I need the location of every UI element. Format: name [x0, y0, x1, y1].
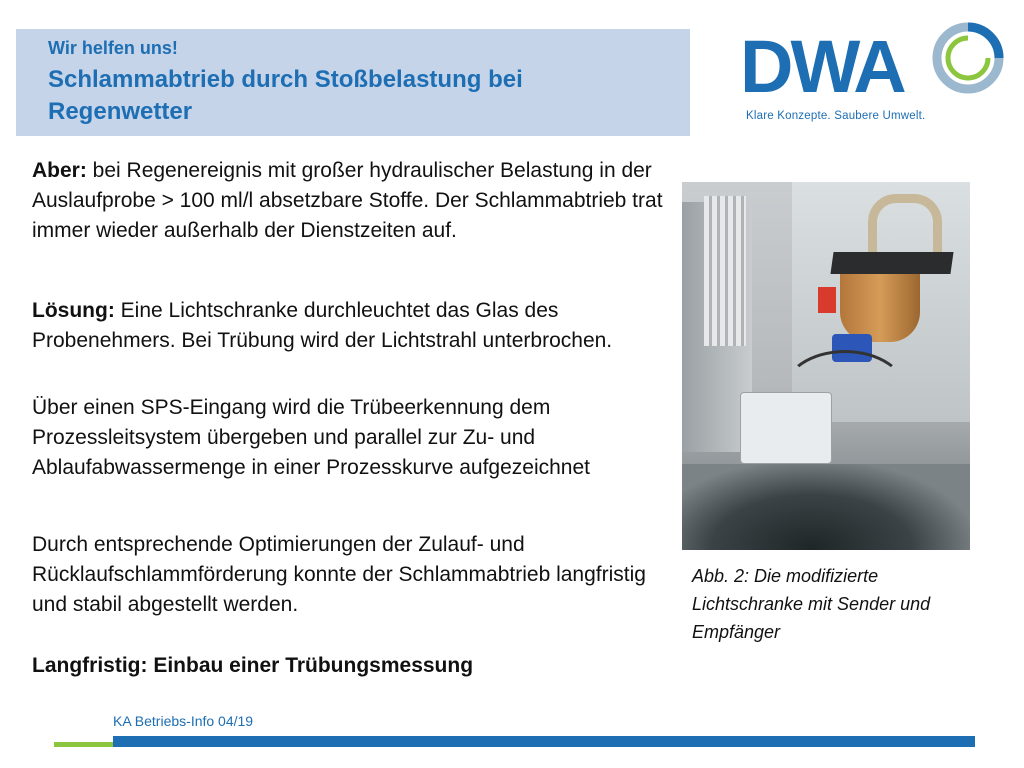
paragraph-problem	[32, 156, 672, 246]
photo-sensor-red	[818, 287, 836, 313]
logo-tagline: Klare Konzepte. Saubere Umwelt.	[746, 110, 926, 122]
light-barrier-photo	[682, 182, 970, 550]
footer-source: KA Betriebs-Info 04/19	[113, 713, 254, 729]
logo-ring-icon	[930, 18, 1006, 98]
problem-text: bei Regenereignis mit großer hydraulischer Belastung in der Auslaufprobe > 100 ml/l absetzbare Stoffe. Der Schlammabtrieb trat immer wieder außerhalb der Dienstzeiten auf.	[32, 159, 663, 242]
paragraph-solution	[32, 296, 652, 356]
photo-tank	[682, 464, 970, 550]
photo-junction-box	[740, 392, 832, 464]
photo-heatsink	[704, 196, 746, 346]
slide-kicker: Wir helfen uns!	[48, 38, 178, 58]
solution-text: Eine Lichtschranke durchleuchtet das Glas des Probenehmers. Bei Trübung wird der Lichtstrahl unterbrochen.	[32, 299, 613, 352]
photo-sampler-glass	[840, 274, 920, 342]
paragraph-longterm: Langfristig: Einbau einer Trübungsmessung	[32, 654, 474, 677]
figure-caption: Abb. 2: Die modifizierte Lichtschranke mit Sender und Empfänger	[692, 566, 931, 642]
paragraph-sps: Über einen SPS-Eingang wird die Trübeerkennung dem Prozessleitsystem übergeben und parallel zur Zu- und Ablaufabwassermenge in einer Prozesskurve aufgezeichnet	[32, 396, 590, 479]
footer-accent-bar	[54, 742, 113, 747]
photo-flange	[830, 252, 953, 274]
footer-bar	[113, 736, 975, 747]
slide-title: Schlammabtrieb durch Stoßbelastung bei Regenwetter	[48, 66, 523, 125]
solution-label: Lösung:	[32, 299, 115, 322]
paragraph-result: Durch entsprechende Optimierungen der Zulauf- und Rücklaufschlammförderung konnte der Schlammabtrieb langfristig und stabil abgestellt werden.	[32, 533, 646, 616]
logo-wordmark: DWA	[740, 25, 904, 108]
dwa-logo	[740, 18, 1010, 128]
problem-label: Aber:	[32, 159, 87, 182]
